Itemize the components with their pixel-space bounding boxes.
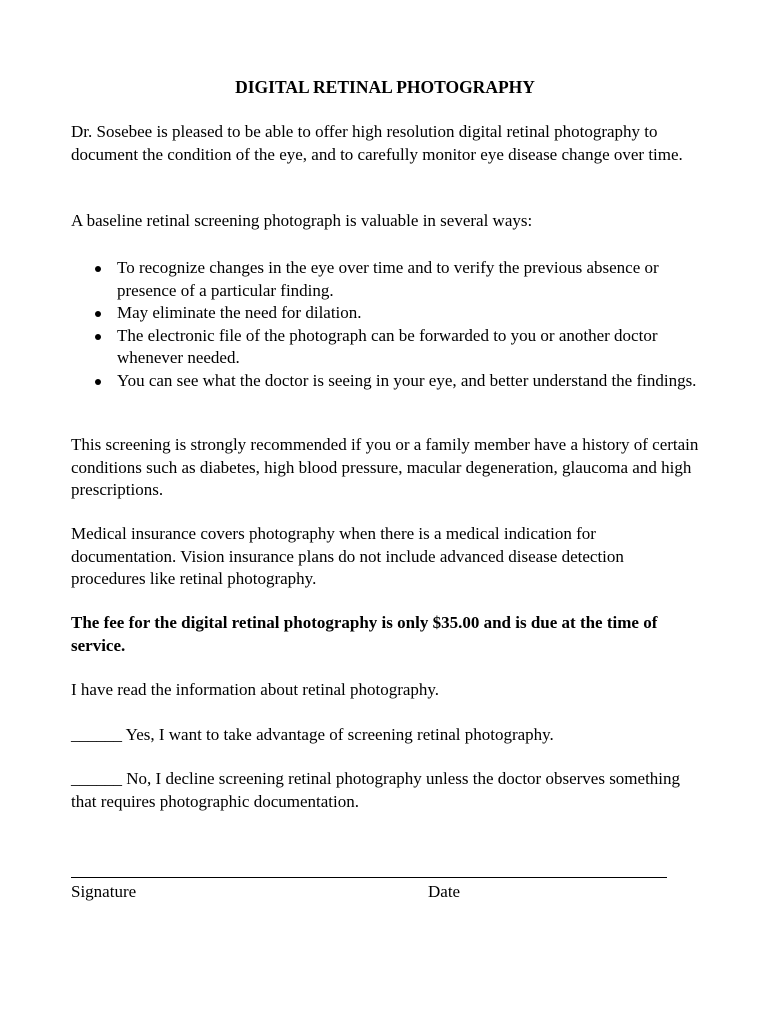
benefit-item xyxy=(71,257,701,302)
document-title: DIGITAL RETINAL PHOTOGRAPHY xyxy=(235,77,535,97)
recommendation-paragraph: This screening is strongly recommended if you or a family member have a history of certain conditions such as diabetes, high blood pressure, macular degeneration, glaucoma and high prescriptions. xyxy=(71,435,699,499)
benefit-text: You can see what the doctor is seeing in your eye, and better understand the findings. xyxy=(117,370,697,390)
date-label: Date xyxy=(428,882,461,901)
option-yes[interactable]: ______ Yes, I want to take advantage of screening retinal photography. xyxy=(71,725,554,744)
benefits-list xyxy=(71,257,701,392)
benefit-text: May eliminate the need for dilation. xyxy=(117,303,362,322)
baseline-heading: A baseline retinal screening photograph is valuable in several ways: xyxy=(71,211,533,230)
intro-paragraph: Dr. Sosebee is pleased to be able to offer high resolution digital retinal photography to document the condition of the eye, and to carefully monitor eye disease change over time. xyxy=(71,122,683,164)
benefit-item xyxy=(71,302,701,325)
bullet-icon xyxy=(95,379,101,385)
fee-notice: The fee for the digital retinal photography is only $35.00 and is due at the time of service. xyxy=(71,613,658,655)
benefit-text: To recognize changes in the eye over time and to verify the previous absence or presence of a particular finding. xyxy=(117,258,659,300)
option-no[interactable]: ______ No, I decline screening retinal photography unless the doctor observes something that requires photographic documentation. xyxy=(71,769,681,811)
bullet-icon xyxy=(95,334,101,340)
benefit-item xyxy=(71,370,701,393)
signature-line[interactable] xyxy=(71,877,667,878)
bullet-icon xyxy=(95,266,101,272)
insurance-paragraph: Medical insurance covers photography when there is a medical indication for documentation. Vision insurance plans do not include advanced disease detection procedures like retinal photography. xyxy=(71,524,624,588)
bullet-icon xyxy=(95,311,101,317)
benefit-text: The electronic file of the photograph can be forwarded to you or another doctor whenever needed. xyxy=(117,325,658,367)
benefit-item xyxy=(71,325,701,370)
signature-label: Signature xyxy=(71,882,137,901)
acknowledgement-text: I have read the information about retinal photography. xyxy=(71,680,440,699)
